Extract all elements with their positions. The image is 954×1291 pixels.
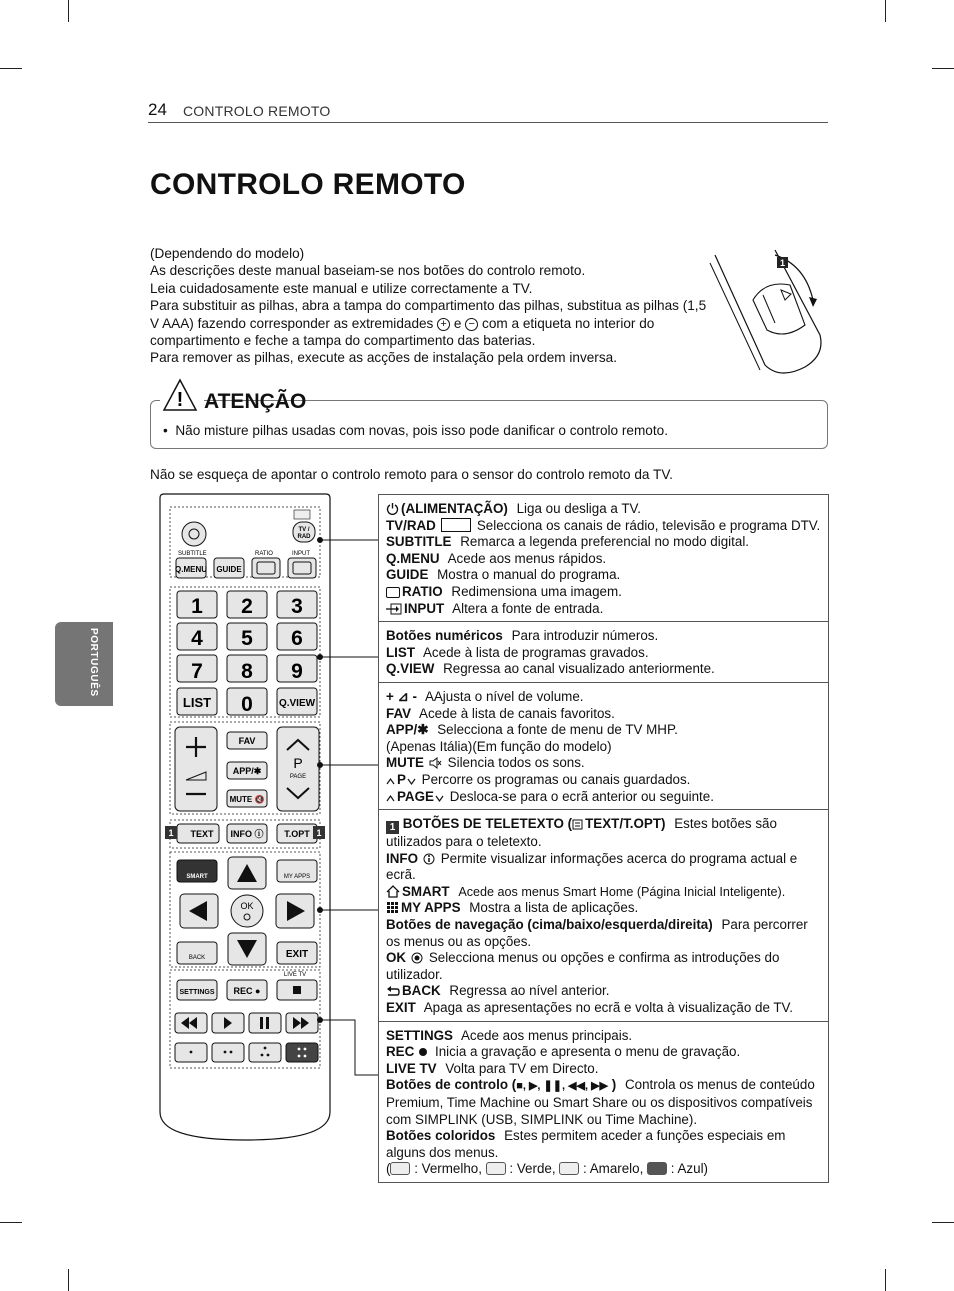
intro-text-part: Para substituir as pilhas, abra a tampa do compartimento das pilhas, substitua as pilhas (1,5 V AAA) fazendo corresponder as extremidades (150, 298, 707, 331)
legend-desc: AAjusta o nível de volume. (424, 688, 584, 704)
legend-desc: Remarca a legenda preferencial no modo digital. (460, 534, 750, 550)
legend-row (386, 1044, 822, 1061)
pointing-note: Não se esqueça de apontar o controlo remoto para o sensor do controlo remoto da TV. (150, 467, 673, 482)
legend-desc: Selecciona a fonte de menu de TV MHP. (437, 722, 678, 738)
remote-qview: Q.VIEW (278, 698, 316, 709)
legend-label: ) (611, 1077, 617, 1093)
legend-row (386, 689, 822, 706)
legend-desc: Acede à lista de programas gravados. (423, 644, 649, 660)
yellow-button-icon (559, 1162, 579, 1175)
legend-label: MY APPS (401, 900, 461, 916)
remote-page: PAGE (289, 774, 307, 780)
chevron-up-icon (386, 777, 395, 786)
legend-label: SMART (402, 883, 450, 899)
legend-label: APP/✱ (386, 722, 429, 738)
legend-label: BACK (402, 983, 441, 999)
legend-desc: Mostra a lista de aplicações. (469, 900, 639, 916)
remote-callout-right: 1 (316, 828, 322, 838)
ok-icon (411, 952, 423, 964)
minus-icon: − (465, 318, 478, 331)
home-icon (386, 885, 400, 898)
legend-row (386, 567, 822, 584)
remote-key-2: 2 (241, 595, 253, 618)
section-title: CONTROLO REMOTO (183, 103, 331, 119)
page-title: CONTROLO REMOTO (150, 168, 466, 201)
legend-desc: Acede aos menus rápidos. (447, 550, 607, 566)
legend-label: LIVE TV (386, 1060, 437, 1076)
legend-desc: Acede à lista de canais favoritos. (419, 705, 615, 721)
legend-box-bottom-buttons (379, 1022, 828, 1182)
legend-desc: Silencia todos os sons. (447, 755, 585, 771)
legend-desc: Liga ou desliga a TV. (516, 501, 641, 516)
legend-row (386, 584, 822, 601)
remote-smart: SMART (186, 874, 208, 880)
green-button-icon (486, 1162, 506, 1175)
legend-desc: Desloca-se para o ecrã anterior ou seguinte. (449, 788, 714, 804)
color-blue-label: : Azul) (670, 1161, 709, 1177)
back-icon (386, 985, 400, 997)
remote-qmenu: Q.MENU (175, 565, 207, 574)
legend-row (386, 900, 822, 917)
legend-label: TV/RAD (386, 517, 436, 533)
legend-label: BOTÕES DE TELETEXTO ( (402, 816, 573, 832)
remote-input: INPUT (292, 551, 310, 557)
remote-key-9: 9 (291, 660, 303, 683)
legend-label: OK (386, 950, 407, 966)
remote-fav: FAV (238, 736, 256, 746)
remote-exit: EXIT (285, 949, 309, 960)
remote-p: P (293, 755, 303, 771)
legend-desc: Apaga as apresentações no ecrã e volta à visualização de TV. (423, 1000, 793, 1016)
legend-desc: Percorre os programas ou canais guardados. (421, 771, 691, 787)
remote-key-7: 7 (191, 660, 203, 683)
legend-desc: Selecciona os canais de rádio, televisão e programa DTV. (476, 517, 821, 533)
remote-settings: SETTINGS (179, 989, 215, 996)
intro-text-part: e (453, 315, 462, 331)
info-icon (423, 853, 435, 865)
legend-row (386, 628, 822, 645)
warning-mark: ! (176, 389, 184, 411)
legend-label: REC (386, 1044, 415, 1060)
remote-text: TEXT (190, 829, 214, 839)
input-icon (386, 603, 402, 615)
legend-row (386, 950, 822, 983)
legend-label: MUTE (386, 755, 424, 771)
remote-topt: T.OPT (284, 829, 310, 839)
remote-ratio: RATIO (255, 551, 273, 557)
legend-row (386, 551, 822, 568)
legend-row (386, 601, 822, 618)
remote-livetv: LIVE TV (283, 972, 307, 978)
remote-subtitle: SUBTITLE (178, 551, 207, 557)
legend-desc: Permite visualizar informações acerca do programa actual e ecrã. (386, 850, 798, 883)
legend-desc: Mostra o manual do programa. (437, 567, 621, 583)
legend-box-navigation-buttons (379, 810, 828, 1022)
remote-callout-left: 1 (168, 828, 174, 838)
remote-key-6: 6 (291, 627, 303, 650)
legend-desc: Volta para TV em Directo. (445, 1060, 599, 1076)
ratio-icon (386, 587, 400, 598)
legend-box-volume-buttons (379, 683, 828, 810)
blue-button-icon (647, 1162, 667, 1175)
legend-box-number-buttons (379, 622, 828, 683)
remote-ok: OK (240, 901, 254, 911)
legend-row (386, 722, 822, 739)
remote-myapps: MY APPS (283, 874, 311, 880)
legend-row (386, 917, 822, 950)
rec-icon (419, 1048, 427, 1056)
legend-label: SETTINGS (386, 1027, 453, 1043)
legend-row (386, 1061, 822, 1078)
legend-desc: Acede aos menus Smart Home (Página Inicial Inteligente). (458, 884, 786, 899)
remote-list: LIST (182, 695, 212, 710)
legend-label: Q.MENU (386, 550, 440, 566)
legend-note: (Apenas Itália)(Em função do modelo) (386, 738, 612, 754)
tv-rad-icon (441, 518, 471, 532)
remote-key-0: 0 (241, 693, 253, 716)
remote-mute: MUTE 🔇 (229, 795, 265, 804)
legend-label: INPUT (404, 600, 445, 616)
legend-row (386, 645, 822, 662)
chevron-up-icon (386, 794, 395, 803)
legend-desc: Para percorrer os menus ou as opções. (386, 917, 808, 949)
remote-key-1: 1 (191, 595, 203, 618)
legend-row (386, 1000, 822, 1017)
button-legend (378, 494, 829, 1183)
legend-row (386, 772, 822, 789)
remote-key-4: 4 (191, 627, 203, 650)
legend-row (386, 1128, 822, 1161)
color-green-label: : Verde, (509, 1161, 556, 1177)
my-apps-icon (386, 901, 399, 914)
legend-row (386, 706, 822, 723)
power-icon (386, 502, 399, 515)
legend-desc: Regressa ao canal visualizado anteriormente. (443, 661, 715, 677)
legend-label: EXIT (386, 1000, 416, 1016)
legend-desc: Regressa ao nível anterior. (449, 983, 610, 999)
intro-text-part: com a etiqueta no interior do compartimento e feche a tampa do compartimento das baterias. (150, 315, 655, 349)
legend-desc: Acede aos menus principais. (460, 1027, 633, 1043)
legend-label: (ALIMENTAÇÃO) (401, 501, 508, 516)
intro-line: Para remover as pilhas, execute as acções de instalação pela ordem inversa. (150, 350, 617, 366)
remote-tvrad-bottom: RAD (297, 534, 311, 540)
page-number: 24 (148, 100, 167, 119)
chevron-down-icon (435, 794, 444, 803)
legend-label: LIST (386, 644, 416, 660)
remote-back: BACK (188, 955, 206, 961)
control-symbols: ■, ▶, ❚❚, ◀◀, ▶▶ (516, 1080, 609, 1093)
legend-label: PAGE (397, 788, 434, 804)
intro-line: (Dependendo do modelo) (150, 246, 305, 261)
legend-row (386, 1077, 822, 1128)
remote-guide: GUIDE (216, 565, 242, 574)
legend-desc: Inicia a gravação e apresenta o menu de gravação. (435, 1044, 741, 1060)
remote-info: INFO ⓘ (230, 829, 264, 839)
remote-key-8: 8 (241, 660, 253, 683)
legend-row (386, 884, 822, 901)
legend-row (386, 983, 822, 1000)
legend-desc: Para introduzir números. (511, 628, 659, 644)
legend-row (386, 534, 822, 551)
color-yellow-label: : Amarelo, (583, 1161, 644, 1177)
legend-desc: Redimensiona uma imagem. (451, 583, 622, 599)
remote-rec: REC ● (233, 986, 261, 996)
legend-label: + ⊿ - (386, 688, 417, 704)
legend-row (386, 755, 822, 772)
intro-line: As descrições deste manual baseiam-se nos botões do controlo remoto. (150, 263, 586, 279)
legend-label: SUBTITLE (386, 534, 452, 550)
legend-label: P (397, 771, 406, 787)
legend-row (386, 661, 822, 678)
plus-icon: + (437, 318, 450, 331)
teletext-icon (572, 819, 583, 830)
attention-message: Não misture pilhas usadas com novas, pois isso pode danificar o controlo remoto. (175, 423, 668, 438)
legend-desc: Selecciona menus ou opções e confirma as introduções do utilizador. (386, 950, 780, 982)
red-button-icon (390, 1162, 410, 1175)
legend-label: Botões coloridos (386, 1128, 496, 1144)
legend-label: TEXT/T.OPT) (585, 816, 666, 832)
legend-label: Q.VIEW (386, 661, 435, 677)
language-tab-label: PORTUGUÊS (88, 628, 99, 697)
legend-row (386, 1028, 822, 1045)
remote-key-5: 5 (241, 627, 253, 650)
callout-number: 1 (386, 821, 399, 834)
mute-icon (429, 757, 442, 769)
intro-line: Leia cuidadosamente este manual e utilize correctamente a TV. (150, 280, 533, 296)
legend-desc: Estes botões são utilizados para o teletexto. (386, 816, 777, 850)
bullet: • (163, 423, 168, 438)
color-red-label: : Vermelho, (414, 1161, 482, 1177)
legend-row (386, 789, 822, 806)
legend-row (386, 816, 822, 851)
remote-key-3: 3 (291, 595, 303, 618)
legend-row (386, 518, 822, 535)
legend-label: FAV (386, 705, 412, 721)
legend-label: INFO (386, 850, 418, 866)
chevron-down-icon (407, 777, 416, 786)
legend-desc: Altera a fonte de entrada. (452, 600, 604, 616)
attention-title: ATENÇÃO (204, 390, 307, 413)
legend-label: GUIDE (386, 567, 429, 583)
remote-tvrad-top: TV / (298, 527, 310, 533)
legend-row (386, 501, 822, 518)
battery-callout: 1 (779, 258, 786, 268)
legend-label: Botões de controlo ( (386, 1077, 517, 1093)
legend-desc: Controla os menus de conteúdo Premium, Time Machine ou Smart Share ou os dispositivos compatíveis com SIMPLINK (USB, SIMPLINK ou Time Machine). (386, 1077, 815, 1127)
legend-label: Botões numéricos (386, 628, 503, 644)
paren: ( (386, 1161, 391, 1177)
remote-app: APP/✱ (232, 766, 262, 776)
legend-label: RATIO (402, 583, 443, 599)
legend-row (386, 851, 822, 884)
legend-box-top-buttons (379, 495, 828, 622)
legend-row (386, 1161, 822, 1178)
legend-desc: Estes permitem aceder a funções especiais em alguns dos menus. (386, 1128, 786, 1160)
legend-label: Botões de navegação (cima/baixo/esquerda/direita) (386, 917, 713, 933)
